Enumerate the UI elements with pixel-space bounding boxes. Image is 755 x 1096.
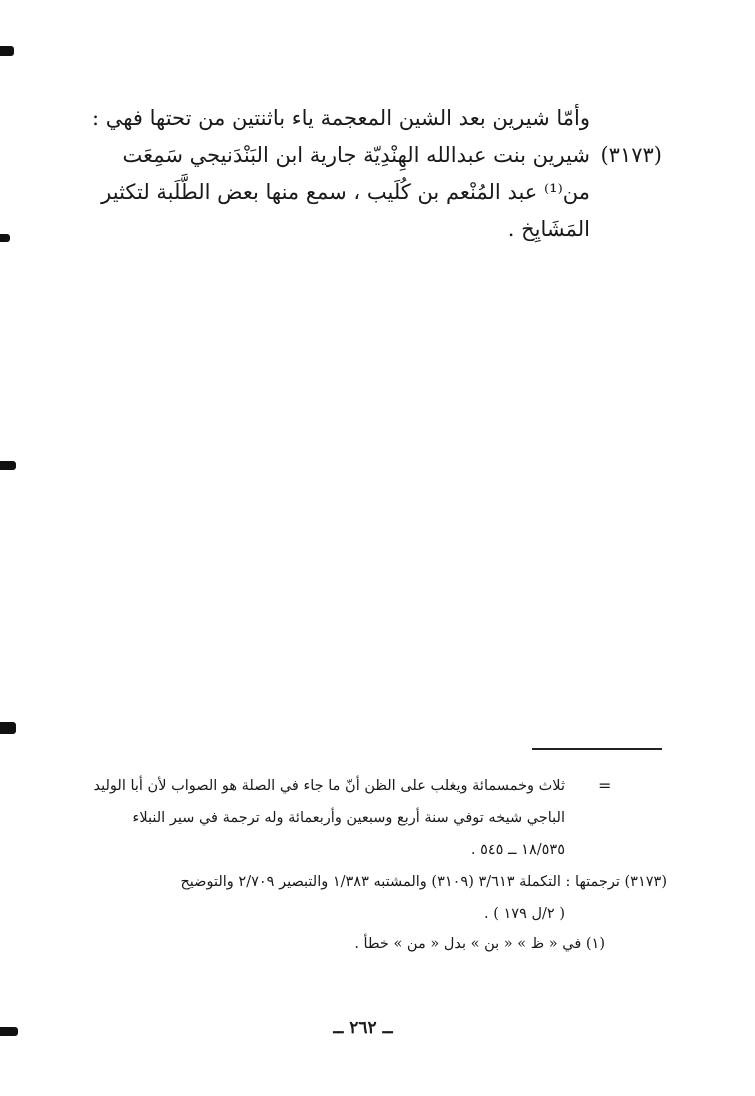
footnote-separator — [532, 748, 662, 750]
footnote-line: ١٨/٥٣٥ ــ ٥٤٥ . — [470, 842, 565, 858]
section-heading: وأمّا شيرين بعد الشين المعجمة ياء باثنتين من تحتها فهي : — [91, 106, 590, 130]
footnote-line: (١) في « ظ » « بن » بدل « من » خطأ . — [354, 936, 605, 952]
entry-line: شيرين بنت عبدالله الهِنْدِيّة جارية ابن البَنْدَنيجي سَمِعَت — [122, 143, 590, 167]
entry-number: (٣١٧٣) — [600, 143, 662, 167]
continuation-mark: = — [598, 776, 612, 795]
footnote-line: (٣١٧٣) ترجمتها : التكملة ٣/٦١٣ (٣١٠٩) والمشتبه ١/٣٨٣ والتبصير ٢/٧٠٩ والتوضيح — [180, 874, 667, 890]
scan-edge-mark — [0, 1027, 18, 1036]
scan-edge-mark — [0, 722, 16, 734]
scan-edge-mark — [0, 234, 10, 242]
footnote-line: ثلاث وخمسمائة ويغلب على الظن أنّ ما جاء في الصلة هو الصواب لأن أبا الوليد — [93, 778, 565, 794]
entry-line: من⁽¹⁾ عبد المُنْعم بن كُلَيب ، سمع منها بعض الطَّلَبة لتكثير — [101, 180, 590, 204]
scan-edge-mark — [0, 46, 14, 56]
entry-line: المَشَايِخ . — [507, 217, 590, 241]
footnote-line: الباجي شيخه توفي سنة أربع وسبعين وأربعمائة وله ترجمة في سير النبلاء — [132, 810, 565, 826]
page-number: ــ ٢٦٢ ــ — [333, 1018, 393, 1038]
main-text — [91, 100, 590, 248]
footnote-line: ( ٢/ل ١٧٩ ) . — [484, 906, 565, 922]
scan-edge-mark — [0, 461, 16, 470]
